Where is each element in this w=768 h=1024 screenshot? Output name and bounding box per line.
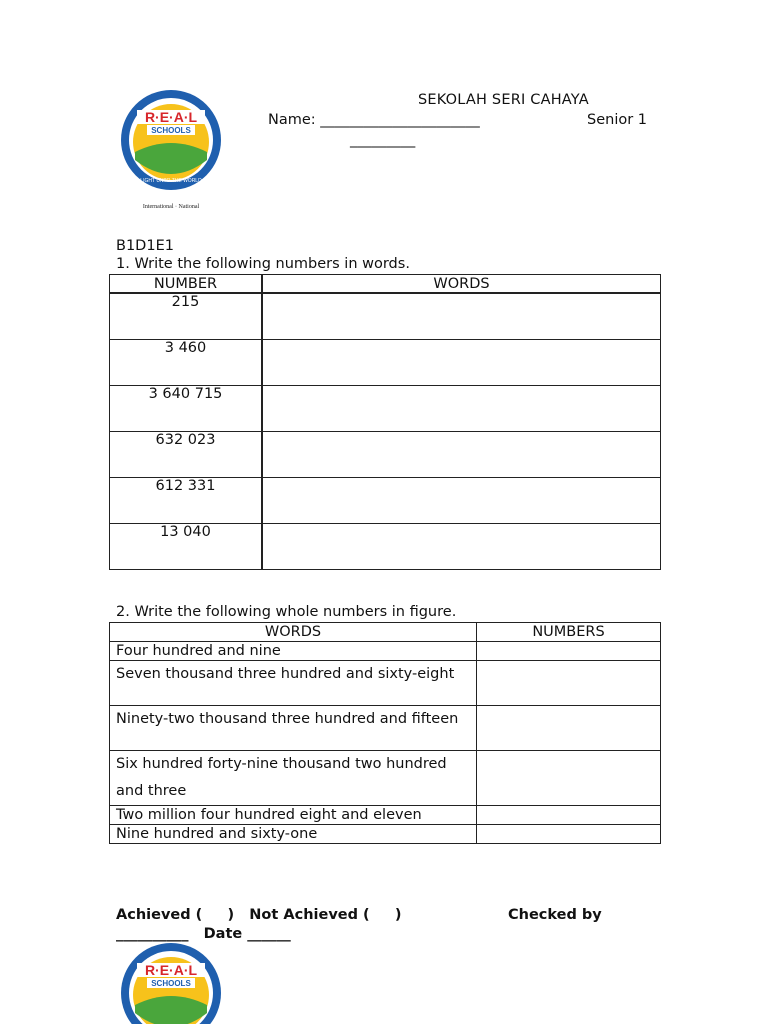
number-cell: 3 460	[110, 340, 263, 386]
table-row	[110, 751, 661, 806]
name-field-line[interactable]: Name: ______________________	[268, 112, 480, 128]
numbers-answer-cell[interactable]	[477, 825, 661, 844]
words-cell: Seven thousand three hundred and sixty-eight	[110, 661, 477, 706]
achievement-status[interactable]: Achieved ( ) Not Achieved ( )	[116, 907, 402, 923]
logo-brand-text: R·E·A·L	[144, 109, 198, 125]
column-header-numbers: NUMBERS	[477, 623, 661, 642]
table-row	[110, 661, 661, 706]
column-header-words: WORDS	[110, 623, 477, 642]
numbers-answer-cell[interactable]	[477, 642, 661, 661]
table-header-row	[110, 623, 661, 642]
school-name: SEKOLAH SERI CAHAYA	[418, 92, 589, 108]
logo-tagline-text: LIGHT UNTO THE WORLD	[140, 178, 202, 184]
table-row	[110, 642, 661, 661]
numbers-to-words-table	[109, 274, 661, 570]
words-answer-cell[interactable]	[262, 340, 661, 386]
number-cell: 215	[110, 293, 263, 340]
table-row	[110, 478, 661, 524]
logo-footer-text: International · National	[142, 204, 200, 210]
school-logo	[117, 90, 227, 212]
table-row	[110, 806, 661, 825]
worksheet-code: B1D1E1	[116, 238, 174, 254]
words-to-figures-table	[109, 622, 661, 844]
words-cell: Nine hundred and sixty-one	[110, 825, 477, 844]
words-cell: Two million four hundred eight and eleven	[110, 806, 477, 825]
table-header-row	[110, 275, 661, 294]
words-cell: Four hundred and nine	[110, 642, 477, 661]
numbers-answer-cell[interactable]	[477, 751, 661, 806]
question-2-title: 2. Write the following whole numbers in figure.	[116, 604, 457, 620]
logo-sub-text: SCHOOLS	[151, 979, 191, 988]
class-label: Senior 1	[587, 112, 648, 128]
table-row	[110, 340, 661, 386]
column-header-words: WORDS	[262, 275, 661, 294]
numbers-answer-cell[interactable]	[477, 806, 661, 825]
number-cell: 3 640 715	[110, 386, 263, 432]
number-cell: 13 040	[110, 524, 263, 570]
table-row	[110, 825, 661, 844]
words-cell: Six hundred forty-nine thousand two hundred and three	[110, 751, 477, 806]
table-row	[110, 524, 661, 570]
words-cell: Ninety-two thousand three hundred and fifteen	[110, 706, 477, 751]
numbers-answer-cell[interactable]	[477, 706, 661, 751]
question-1-title: 1. Write the following numbers in words.	[116, 256, 410, 272]
table-row	[110, 706, 661, 751]
name-field-line-continued[interactable]: _________	[350, 132, 416, 148]
number-cell: 612 331	[110, 478, 263, 524]
logo-sub-text: SCHOOLS	[151, 126, 191, 135]
checked-by-label: Checked by	[508, 907, 602, 923]
table-row	[110, 293, 661, 340]
column-header-number: NUMBER	[110, 275, 263, 294]
school-logo-bottom	[117, 943, 227, 1024]
words-answer-cell[interactable]	[262, 432, 661, 478]
words-answer-cell[interactable]	[262, 386, 661, 432]
words-answer-cell[interactable]	[262, 293, 661, 340]
words-answer-cell[interactable]	[262, 524, 661, 570]
logo-brand-text: R·E·A·L	[144, 962, 198, 978]
numbers-answer-cell[interactable]	[477, 661, 661, 706]
table-row	[110, 432, 661, 478]
words-answer-cell[interactable]	[262, 478, 661, 524]
number-cell: 632 023	[110, 432, 263, 478]
table-row	[110, 386, 661, 432]
signature-date-line[interactable]: __________ Date ______	[116, 926, 291, 942]
